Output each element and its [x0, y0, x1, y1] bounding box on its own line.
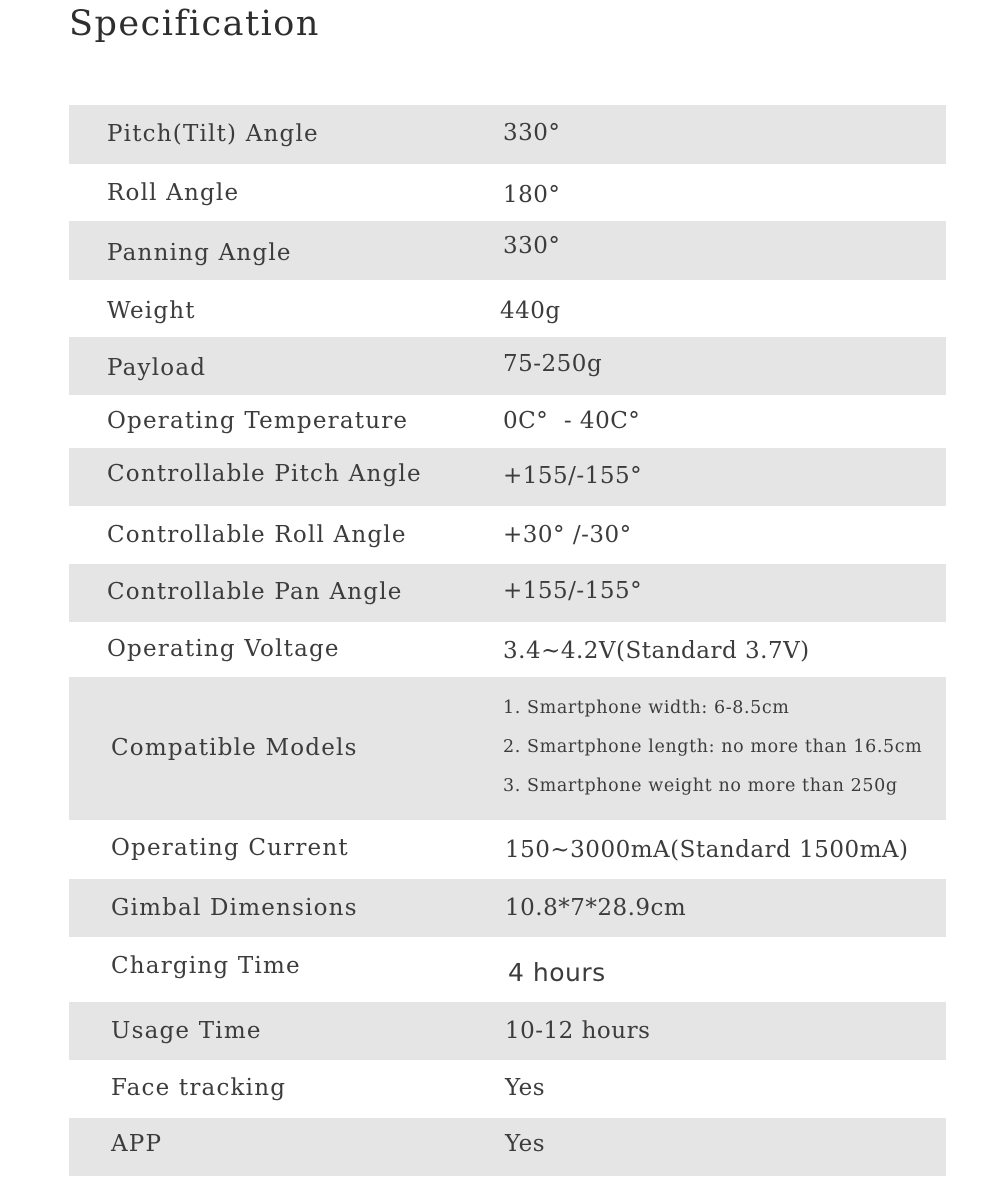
page-title: Specification	[69, 4, 320, 44]
spec-label: Pitch(Tilt) Angle	[107, 121, 319, 147]
spec-row-controllable-pitch	[69, 448, 946, 506]
spec-label: Face tracking	[111, 1075, 287, 1101]
spec-label: APP	[111, 1131, 163, 1157]
spec-label: Roll Angle	[107, 180, 240, 206]
list-item: 2. Smartphone length: no more than 16.5cm	[503, 737, 923, 757]
spec-value: +155/-155°	[503, 578, 643, 604]
spec-value: 3.4~4.2V(Standard 3.7V)	[503, 638, 810, 664]
spec-row-payload	[69, 337, 946, 395]
spec-value: Yes	[505, 1131, 546, 1157]
spec-label: Controllable Roll Angle	[107, 522, 407, 548]
spec-row-face-tracking	[69, 1060, 946, 1118]
spec-label: Compatible Models	[111, 735, 358, 761]
spec-value: 330°	[503, 233, 561, 259]
spec-value: 75-250g	[503, 351, 603, 377]
spec-label: Charging Time	[111, 953, 301, 979]
spec-row-usage-time	[69, 1002, 946, 1060]
spec-label: Gimbal Dimensions	[111, 895, 358, 921]
spec-value: Yes	[505, 1075, 546, 1101]
spec-row-operating-voltage	[69, 622, 946, 677]
spec-label: Weight	[107, 298, 196, 324]
spec-value: 0C° - 40C°	[503, 408, 641, 434]
spec-value: 10.8*7*28.9cm	[505, 895, 687, 921]
spec-label: Operating Current	[111, 835, 349, 861]
spec-label: Operating Voltage	[107, 636, 340, 662]
spec-value: +30° /-30°	[503, 522, 632, 548]
spec-label: Payload	[107, 355, 207, 381]
spec-value: 330°	[503, 120, 561, 146]
spec-value: 10-12 hours	[505, 1018, 651, 1044]
spec-label: Panning Angle	[107, 240, 292, 266]
spec-value: 4 hours	[508, 958, 606, 987]
spec-row-compatible-models	[69, 677, 946, 820]
spec-row-operating-current	[69, 820, 946, 879]
list-item: 1. Smartphone width: 6-8.5cm	[503, 698, 790, 718]
spec-table	[69, 105, 946, 1176]
spec-value: 150~3000mA(Standard 1500mA)	[505, 837, 909, 863]
spec-row-pitch-angle	[69, 105, 946, 164]
spec-row-controllable-pan	[69, 564, 946, 622]
spec-row-roll-angle	[69, 164, 946, 221]
spec-label: Controllable Pan Angle	[107, 579, 403, 605]
spec-row-app	[69, 1118, 946, 1176]
spec-row-operating-temperature	[69, 395, 946, 448]
spec-row-gimbal-dimensions	[69, 879, 946, 937]
spec-label: Usage Time	[111, 1018, 262, 1044]
spec-value: 440g	[500, 298, 561, 324]
spec-value: +155/-155°	[503, 463, 643, 489]
spec-row-weight	[69, 280, 946, 337]
spec-label: Operating Temperature	[107, 408, 409, 434]
spec-label: Controllable Pitch Angle	[107, 461, 422, 487]
spec-value: 180°	[503, 182, 561, 208]
list-item: 3. Smartphone weight no more than 250g	[503, 776, 898, 796]
spec-row-controllable-roll	[69, 506, 946, 564]
spec-row-charging-time	[69, 937, 946, 1002]
spec-row-panning-angle	[69, 221, 946, 280]
